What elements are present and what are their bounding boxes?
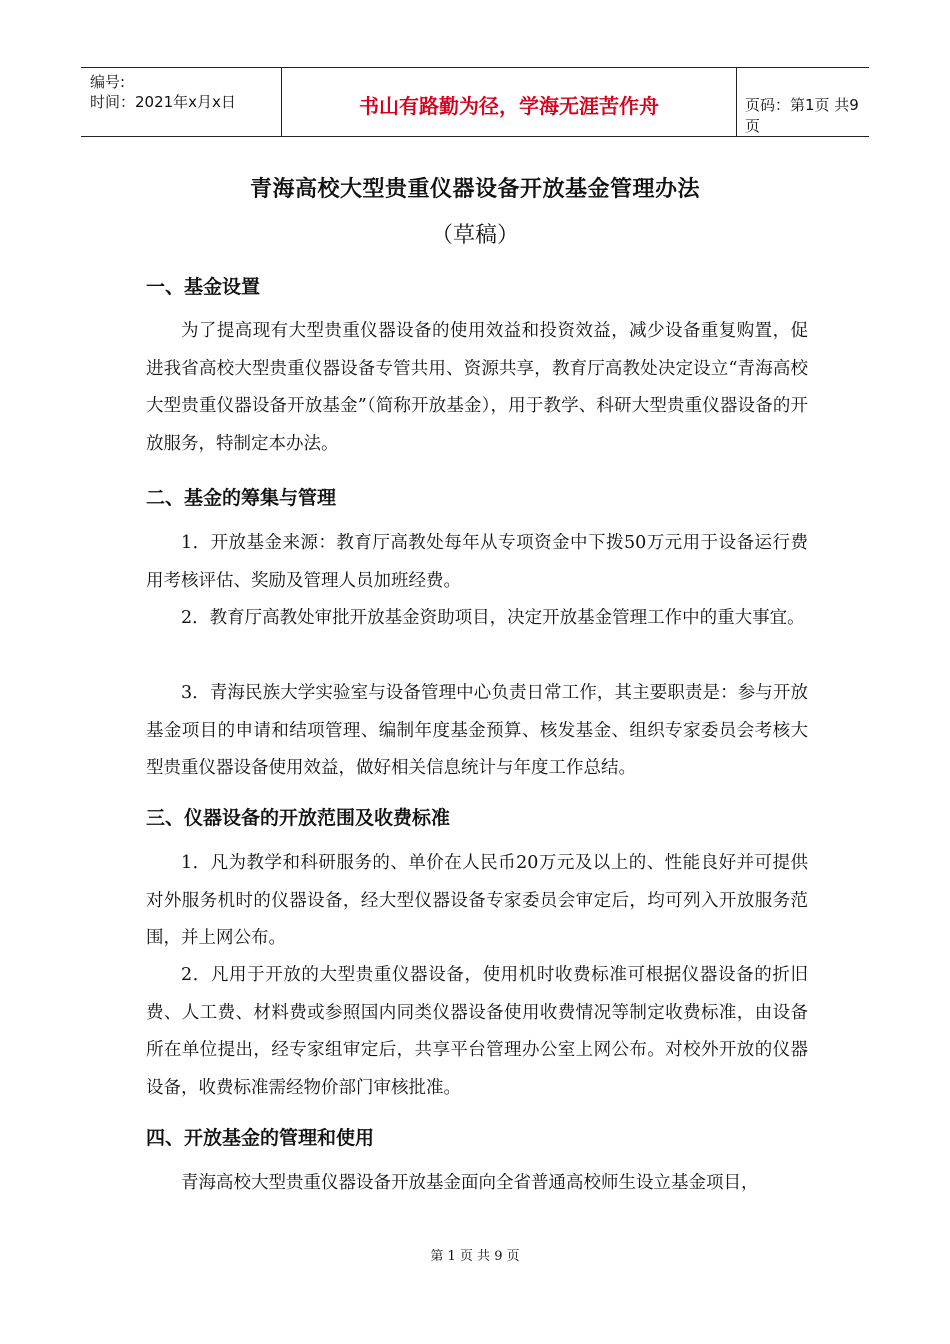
header-table (81, 67, 869, 137)
section-3-paragraph-1: 1．凡为教学和科研服务的、单价在人民币20万元及以上的、性能良好并可提供对外服务机时的仪器设备，经大型仪器设备专家委员会审定后，均可列入开放服务范围，并上网公布。 (146, 853, 808, 948)
section-heading-2: 二、基金的筹集与管理 (146, 487, 337, 509)
document-subtitle: （草稿） (430, 223, 519, 248)
header-info-cell (81, 68, 282, 136)
motto-cell (282, 68, 737, 136)
document-title: 青海高校大型贵重仪器设备开放基金管理办法 (249, 176, 700, 202)
time-label: 时间：2021年x月x日 (90, 93, 236, 111)
number-label: 编号: (90, 73, 126, 91)
section-2-paragraph-1: 1．开放基金来源：教育厅高教处每年从专项资金中下拨50万元用于设备运行费用考核评估、奖励及管理人员加班经费。 (146, 533, 808, 591)
section-heading-1: 一、基金设置 (146, 276, 261, 298)
section-3-paragraph-2: 2．凡用于开放的大型贵重仪器设备，使用机时收费标准可根据仪器设备的折旧费、人工费、材料费或参照国内同类仪器设备使用收费情况等制定收费标准，由设备所在单位提出，经专家组审定后，共享平台管理办公室上网公布。对校外开放的仪器设备，收费标准需经物价部门审核批准。 (146, 965, 808, 1098)
section-1-paragraph-1: 为了提高现有大型贵重仪器设备的使用效益和投资效益，减少设备重复购置，促进我省高校大型贵重仪器设备专管共用、资源共享，教育厅高教处决定设立“青海高校大型贵重仪器设备开放基金”（简称开放基金），用于教学、科研大型贵重仪器设备的开放服务，特制定本办法。 (146, 321, 808, 454)
section-2-paragraph-3: 3．青海民族大学实验室与设备管理中心负责日常工作，其主要职责是：参与开放基金项目的申请和结项管理、编制年度基金预算、核发基金、组织专家委员会考核大型贵重仪器设备使用效益，做好相关信息统计与年度工作总结。 (146, 683, 808, 778)
page-code-text: 页码：第1页 共9页 (745, 96, 859, 135)
section-heading-3: 三、仪器设备的开放范围及收费标准 (146, 807, 451, 829)
page-footer: 第 1 页 共 9 页 (430, 1249, 520, 1264)
section-2-paragraph-2: 2．教育厅高教处审批开放基金资助项目，决定开放基金管理工作中的重大事宜。 (181, 608, 805, 628)
page-code-cell (737, 68, 869, 136)
section-4-paragraph-1: 青海高校大型贵重仪器设备开放基金面向全省普通高校师生设立基金项目， (181, 1173, 759, 1193)
section-heading-4: 四、开放基金的管理和使用 (146, 1127, 375, 1149)
motto-text: 书山有路勤为径，学海无涯苦作舟 (359, 94, 659, 118)
